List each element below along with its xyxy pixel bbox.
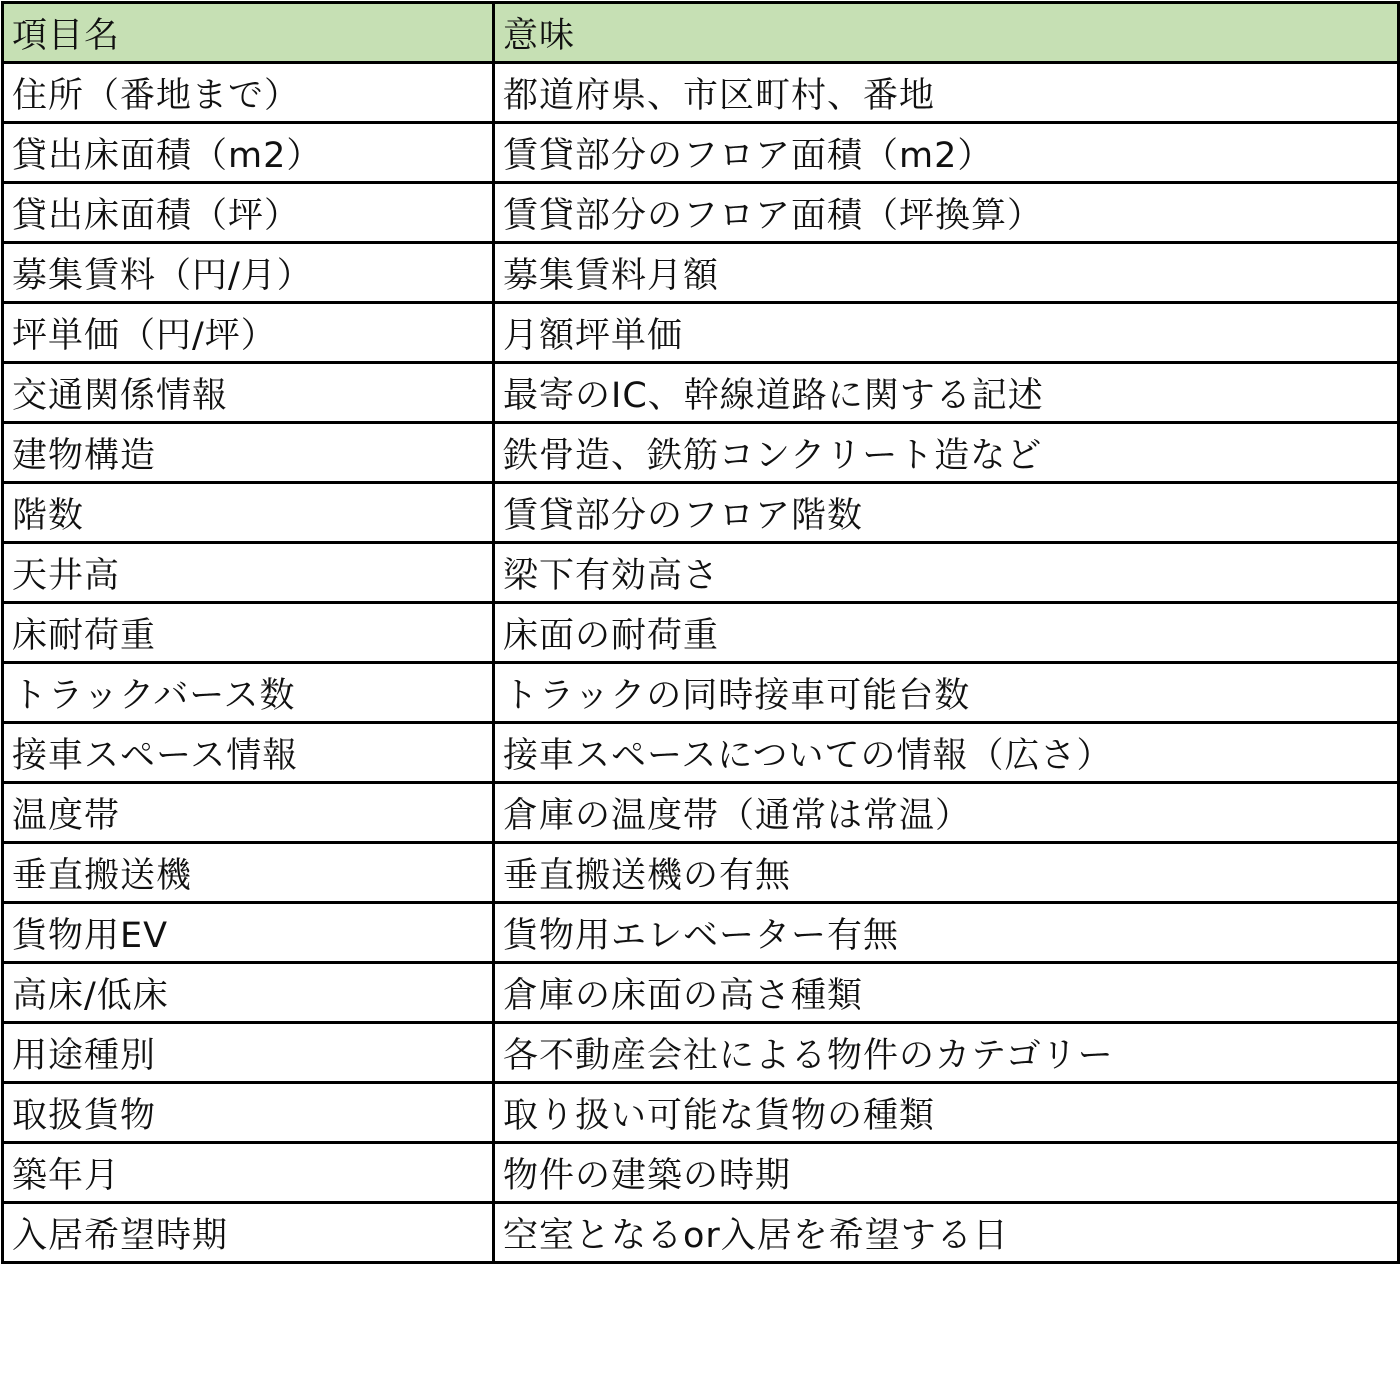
meaning-cell: 接車スペースについての情報（広さ）: [494, 723, 1399, 783]
meaning-cell: 空室となるor入居を希望する日: [494, 1203, 1399, 1263]
table-row: [3, 483, 1399, 543]
item-name-cell: 入居希望時期: [3, 1203, 494, 1263]
table-row: [3, 843, 1399, 903]
table-row: [3, 423, 1399, 483]
table-row: [3, 1143, 1399, 1203]
header-item-name: 項目名: [3, 3, 494, 63]
table-row: [3, 123, 1399, 183]
table-row: [3, 1083, 1399, 1143]
table-row: [3, 303, 1399, 363]
meaning-cell: 物件の建築の時期: [494, 1143, 1399, 1203]
meaning-cell: 募集賃料月額: [494, 243, 1399, 303]
table-row: [3, 183, 1399, 243]
table-row: [3, 63, 1399, 123]
item-name-cell: 用途種別: [3, 1023, 494, 1083]
item-name-cell: 温度帯: [3, 783, 494, 843]
header-meaning: 意味: [494, 3, 1399, 63]
meaning-cell: 鉄骨造、鉄筋コンクリート造など: [494, 423, 1399, 483]
meaning-cell: トラックの同時接車可能台数: [494, 663, 1399, 723]
meaning-cell: 倉庫の温度帯（通常は常温）: [494, 783, 1399, 843]
table-row: [3, 783, 1399, 843]
item-name-cell: 床耐荷重: [3, 603, 494, 663]
table-row: [3, 963, 1399, 1023]
meaning-cell: 床面の耐荷重: [494, 603, 1399, 663]
table-header-row: [3, 3, 1399, 63]
table-row: [3, 903, 1399, 963]
meaning-cell: 月額坪単価: [494, 303, 1399, 363]
table-row: [3, 723, 1399, 783]
table-row: [3, 363, 1399, 423]
item-name-cell: 募集賃料（円/月）: [3, 243, 494, 303]
table-row: [3, 243, 1399, 303]
definitions-table: [1, 1, 1400, 1264]
item-name-cell: 貨物用EV: [3, 903, 494, 963]
item-name-cell: 階数: [3, 483, 494, 543]
table-row: [3, 603, 1399, 663]
meaning-cell: 都道府県、市区町村、番地: [494, 63, 1399, 123]
meaning-cell: 取り扱い可能な貨物の種類: [494, 1083, 1399, 1143]
item-name-cell: 交通関係情報: [3, 363, 494, 423]
table-row: [3, 1203, 1399, 1263]
item-name-cell: 坪単価（円/坪）: [3, 303, 494, 363]
item-name-cell: 貸出床面積（坪）: [3, 183, 494, 243]
meaning-cell: 垂直搬送機の有無: [494, 843, 1399, 903]
item-name-cell: 建物構造: [3, 423, 494, 483]
table-row: [3, 663, 1399, 723]
item-name-cell: 高床/低床: [3, 963, 494, 1023]
meaning-cell: 賃貸部分のフロア面積（m2）: [494, 123, 1399, 183]
meaning-cell: 最寄のIC、幹線道路に関する記述: [494, 363, 1399, 423]
item-name-cell: 天井高: [3, 543, 494, 603]
meaning-cell: 賃貸部分のフロア階数: [494, 483, 1399, 543]
item-name-cell: 築年月: [3, 1143, 494, 1203]
item-name-cell: 取扱貨物: [3, 1083, 494, 1143]
table-row: [3, 543, 1399, 603]
item-name-cell: 貸出床面積（m2）: [3, 123, 494, 183]
item-name-cell: 垂直搬送機: [3, 843, 494, 903]
item-name-cell: 接車スペース情報: [3, 723, 494, 783]
meaning-cell: 貨物用エレベーター有無: [494, 903, 1399, 963]
table-row: [3, 1023, 1399, 1083]
meaning-cell: 梁下有効高さ: [494, 543, 1399, 603]
meaning-cell: 各不動産会社による物件のカテゴリー: [494, 1023, 1399, 1083]
meaning-cell: 倉庫の床面の高さ種類: [494, 963, 1399, 1023]
meaning-cell: 賃貸部分のフロア面積（坪換算）: [494, 183, 1399, 243]
item-name-cell: 住所（番地まで）: [3, 63, 494, 123]
item-name-cell: トラックバース数: [3, 663, 494, 723]
